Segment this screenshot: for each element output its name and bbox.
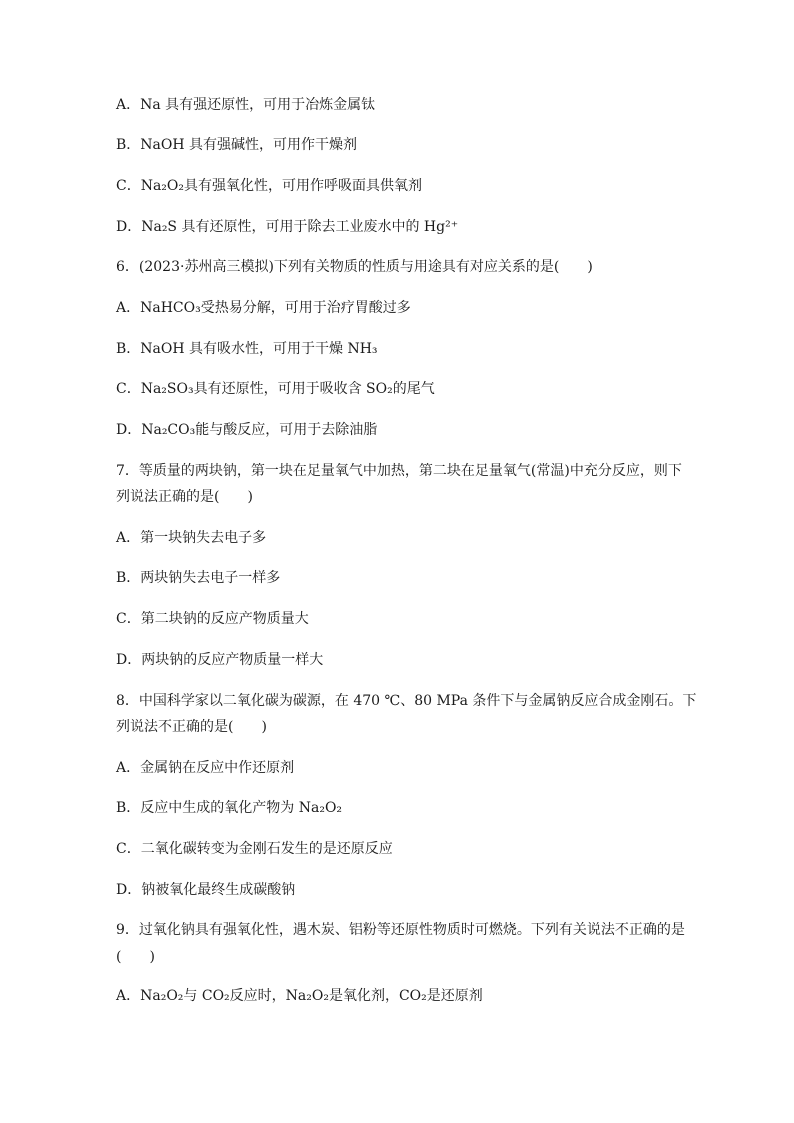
option-a-q9: A．Na₂O₂与 CO₂反应时，Na₂O₂是氧化剂，CO₂是还原剂 [116, 988, 483, 1004]
question-8-stem-line-1: 8．中国科学家以二氧化碳为碳源，在 470 ℃、80 MPa 条件下与金属钠反应合成金刚石。下 [116, 693, 697, 709]
option-d-q6: D．Na₂CO₃能与酸反应，可用于去除油脂 [116, 422, 378, 438]
question-7-stem-line-2: 列说法正确的是( ) [116, 489, 253, 505]
option-a-q5: A．Na 具有强还原性，可用于冶炼金属钛 [116, 97, 376, 113]
option-c-q5: C．Na₂O₂具有强氧化性，可用作呼吸面具供氧剂 [116, 178, 423, 194]
question-8-stem-line-2: 列说法不正确的是( ) [116, 719, 267, 735]
option-c-q7: C．第二块钠的反应产物质量大 [116, 611, 309, 627]
question-6-stem: 6．(2023·苏州高三模拟)下列有关物质的性质与用途具有对应关系的是( ) [116, 259, 593, 275]
option-a-q7: A．第一块钠失去电子多 [116, 530, 267, 546]
option-d-q7: D．两块钠的反应产物质量一样大 [116, 652, 324, 668]
option-a-q6: A．NaHCO₃受热易分解，可用于治疗胃酸过多 [116, 300, 411, 316]
option-b-q5: B．NaOH 具有强碱性，可用作干燥剂 [116, 137, 358, 153]
question-7-stem-line-1: 7．等质量的两块钠，第一块在足量氧气中加热，第二块在足量氧气(常温)中充分反应，则下 [116, 463, 682, 479]
option-c-q6: C．Na₂SO₃具有还原性，可用于吸收含 SO₂的尾气 [116, 381, 435, 397]
option-b-q6: B．NaOH 具有吸水性，可用于干燥 NH₃ [116, 341, 378, 357]
option-a-q8: A．金属钠在反应中作还原剂 [116, 760, 295, 776]
option-b-q8: B．反应中生成的氧化产物为 Na₂O₂ [116, 800, 343, 816]
option-b-q7: B．两块钠失去电子一样多 [116, 570, 281, 586]
option-d-q8: D．钠被氧化最终生成碳酸钠 [116, 882, 296, 898]
option-c-q8: C．二氧化碳转变为金刚石发生的是还原反应 [116, 841, 393, 857]
question-9-stem-line-1: 9．过氧化钠具有强氧化性，遇木炭、铝粉等还原性物质时可燃烧。下列有关说法不正确的是 [116, 922, 685, 938]
question-9-stem-line-2: ( ) [116, 949, 155, 965]
option-d-q5: D．Na₂S 具有还原性，可用于除去工业废水中的 Hg²⁺ [116, 219, 459, 235]
